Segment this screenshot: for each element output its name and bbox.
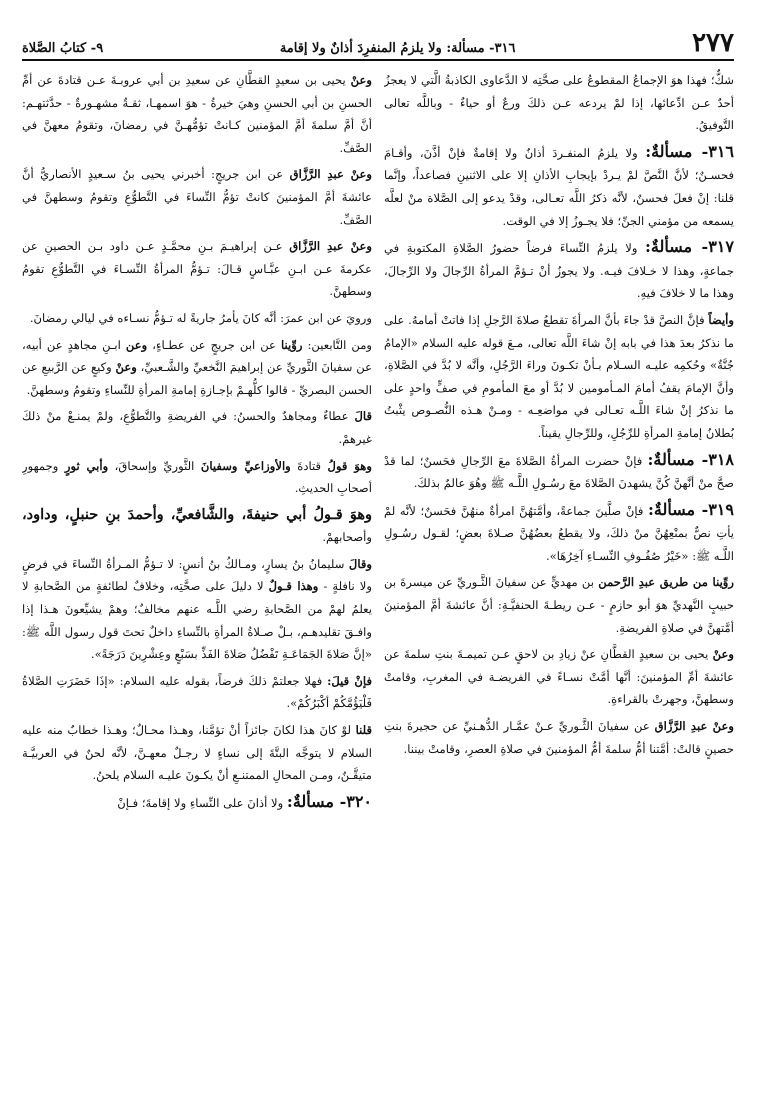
- text-columns: [22, 69, 734, 1099]
- paragraph: [384, 449, 734, 495]
- paragraph-text: عن ابن جريجٍ: أخبرني يحيى بنُ سـعيدٍ الأنصاريُّ أنَّ عائشةَ أمَّ المؤمنينَ كانتْ تؤمُّ النِّساءَ في التَّطوُّعِ وتقومُ وسطهنَّ في الصَّفِّ.: [22, 167, 372, 227]
- paragraph: [384, 571, 734, 639]
- bold-lead: وأبي ثورٍ: [64, 458, 109, 473]
- paragraph: [22, 334, 372, 402]
- bold-lead: والأوزاعيِّ وسفيانَ: [200, 458, 291, 473]
- paragraph-text: سليمانُ بنُ يسارٍ، ومـالكُ بنُ أنسٍ: لا تـؤمُّ المـرأةُ النِّساءَ في فرضٍ ولا نافلةٍ -: [22, 556, 372, 594]
- paragraph: [22, 163, 372, 231]
- bold-lead: وهوَ قولُ: [327, 458, 372, 473]
- paragraph-text: ولا يلزمُ المنفـردَ أذانٌ ولا إقامةٌ فإنْ أذَّنَ، وأقـامَ فحسـنٌ؛ لأنَّ النَّصَّ لمْ يـردْ بإيجابِ الأذانِ إلا على الاثنينِ فصاعداً، وإنَّما قلنا: إنْ فعلَ فحسنٌ، لأنَّه ذكرُ اللَّه تعـالى، وقدْ يدعو إلى الصَّلاة منْ لعلَّه يسمعه من مؤمني الجنِّ؛ فلا يجـوزُ إلا في الوقت.: [384, 145, 734, 228]
- right-column: [384, 69, 734, 1099]
- paragraph-text: لا دليلَ على صحَّتِه، وخلافٌ لطائفةٍ من الصَّحابةِ لا يعلمُ لهمْ من الصَّحابةِ رضي اللَّـه عنهم مخالفٌ؛ وهمْ يشيِّعونَ هـذا إذا وافـقَ تقليدهـم، بـلْ صـلاةُ المرأةِ بالنِّساءِ داخلٌ تحتَ قول رسول اللَّه ﷺ: «إنَّ صَلاةَ الجَمَاعَـةِ تَفْضُلُ صَلاةَ الفَذِّ بسَبْعٍ وعِشْرِينَ دَرَجَةً».: [22, 579, 372, 662]
- paragraph-text: ومن التَّابعين:: [302, 337, 372, 352]
- paragraph: [22, 307, 372, 330]
- bold-lead: وهذا قـولٌ: [268, 579, 319, 594]
- bold-lead: وعنْ: [712, 647, 734, 662]
- bold-lead: وعنْ عبدِ الرَّزَّاق: [289, 167, 372, 182]
- paragraph: [22, 455, 372, 500]
- paragraph: [22, 504, 372, 549]
- paragraph-text: عـن إبراهيـمَ بـنِ محمَّـدٍ عـن داود بـن الحصينِ عن عكرمةَ عـن ابـنِ عبَّـاسٍ قـالَ: تـؤمُّ المرأةُ النِّسـاءَ في التَّطوُّعِ تقومُ وسطهنَّ.: [22, 239, 372, 299]
- paragraph: [22, 405, 372, 450]
- paragraph-text: يحيى بن سعيدٍ القطَّانِ عنْ زيادِ بن لاحقٍ عـن تميمـةَ بنتِ سلمةَ عن عائشةَ أمِّ المؤمنينَ: أنَّها أمَّتْ نسـاءً في الفريضـة في المغربِ، وقامتْ وسطهنَّ، وجهرتْ بالقراءةِ.: [384, 647, 734, 707]
- bold-lead: وعن: [125, 337, 148, 352]
- paragraph: [22, 69, 372, 159]
- paragraph-text: ولا أذانَ على النِّساءِ ولا إقامةَ؛ فـإنْ: [117, 795, 287, 810]
- paragraph: [384, 69, 734, 137]
- emphasized-text: وهوَ قـولُ أبي حنيفةَ، والشَّافعيِّ، وأحمدَ بنِ حنبلٍ، وداود،: [22, 505, 372, 523]
- running-title: ٣١٦- مسألة: ولا يلزمُ المنفرِدَ أذانٌ ولا إقامة: [279, 41, 516, 56]
- paragraph: [384, 499, 734, 568]
- paragraph: [384, 643, 734, 711]
- page-number: ٢٧٧: [692, 28, 734, 58]
- paragraph: [384, 141, 734, 232]
- bold-lead: وأيضاً: [708, 312, 734, 327]
- paragraph: [22, 553, 372, 666]
- paragraph-text: وجمهورِ أصحابِ الحديثِ.: [22, 458, 372, 496]
- paragraph: [384, 236, 734, 305]
- paragraph-text: وكيعٍ عن الرَّبيعِ عن الحسن البصريِّ - قالوا كلُّهـمْ بإجـازةِ إمامةِ المرأةِ للنِّساءِ وتقومُ وسطهنَّ.: [22, 360, 372, 397]
- bold-lead: وعنْ عبدِ الرَّزَّاق: [289, 239, 372, 254]
- left-column: [22, 69, 372, 1099]
- paragraph: [22, 670, 372, 715]
- bold-lead: وعنْ عبدِ الرَّزَّاق: [654, 719, 734, 734]
- bold-lead: روِّينا من طريق عبدِ الرَّحمن: [598, 575, 734, 590]
- masala-heading: ٣١٦- مسألةٌ:: [645, 141, 734, 161]
- paragraph: [384, 715, 734, 760]
- paragraph: [22, 719, 372, 787]
- paragraph-text: عن سفيانَ الثَّـوريِّ عـنْ عمَّـار الدُّهـنيِّ عن حجيرةَ بنتِ حصينٍ قالتْ: أمَّتنا أمُّ سلمةَ أمُّ المؤمنينَ في صلاةِ العصرِ، وقامتْ بيننا.: [384, 719, 734, 756]
- bold-lead: قلنا: [355, 723, 372, 738]
- paragraph-text: قتادةَ: [290, 458, 328, 473]
- bold-lead: روِّينا: [281, 337, 303, 352]
- book-title: ٩- كتابُ الصَّلاة: [22, 41, 104, 56]
- paragraph-text: وأصحابهمْ.: [322, 530, 372, 545]
- paragraph-text: فإنْ صلَّينَ جماعةً، وأمَّتهُنَّ امرأةٌ منهُنَّ فحَسنٌ؛ لأنَّه لمْ يأتِ نصٌّ بمنْعِهُنَّ منْ ذلكَ، ولا يقطعُ بعضُهُنَّ صـلاةَ بعضٍ؛ لقـول رسُـولِ اللَّـه ﷺ: «خَيْرُ صُفُـوفِ النِّسـاءِ آخِرُهَا».: [384, 503, 734, 563]
- bold-lead: قالَ: [354, 409, 372, 424]
- paragraph-text: لوْ كانَ هذا لكانَ جائزاً أنْ تؤمَّنا، وهـذا محـالٌ؛ وهـذا خطابٌ منه عليه السلام لا يتوجَّه البتَّةَ إلى نساءٍ لا رجـلٌ معهـنَّ، لأنَّه لحنٌ في العربيَّـة متيقَّـنٌ، ومـن المحالِ الممتنـعِ أنْ يكـونَ عليـه السلام يلحنُ.: [22, 723, 372, 783]
- paragraph-text: شكٌّ؛ فهذا هوَ الإجماعُ المقطوعُ على صحَّتِه لا الدَّعاوى الكاذبةُ الَّتي لا يعجزُ أحدٌ عـن ادِّعائها، إذا لمْ يردعه عـن ذلكَ ورعٌ أو حياءٌ - وباللَّه تعالى التَّوفيقُ.: [384, 73, 734, 133]
- masala-heading: ٣٢٠- مسألةٌ:: [286, 791, 372, 811]
- bold-lead: فإنْ قيلَ:: [327, 673, 372, 688]
- bold-lead: وقالَ: [348, 556, 372, 571]
- paragraph: [22, 791, 372, 815]
- bold-lead: وعنْ: [350, 73, 372, 87]
- paragraph-text: عطاءٌ ومجاهدٌ والحسنُ: في الفريضةِ والتَّطوُّعِ، ولمْ يمنـعْ منْ ذلكَ غيرهمْ.: [22, 409, 372, 446]
- paragraph-text: ورويَ عن ابن عمرَ: أنَّه كانَ يأمرُ جاريةً له تـؤمُّ نسـاءه في ليالي رمضانَ.: [29, 310, 372, 325]
- paragraph-text: فإنْ حضرت المرأةُ الصَّلاةَ معَ الرِّجالِ فحَسنٌ؛ لما قدْ صحَّ منْ أنَّهنَّ كُنَّ يشهدنَ الصَّلاةَ معَ رسُـولِ اللَّـه ﷺ وهُوَ عالمٌ بذلكَ.: [384, 453, 734, 491]
- paragraph-text: فإنَّ النصَّ قدْ جاءَ بأنَّ المرأةَ تقطعُ صلاةَ الرَّجلِ إذا فاتتْ أمامهُ. على ما نذكرُ بعدَ هذا في بابه إنْ شاءَ اللَّه تعالى، مـعَ قوله عليه السلام «الإمامُ جُنَّةٌ» وحُكمِه عليـه السـلام بـأنْ تكـونَ وراءَ الرَّجُلِ، وأنَّه لا بُدَّ في الصَّلاةِ، وأنَّ الإمامَ يقفُ أمامَ المـأمومين لا بُدَّ أو معَ المأمومِ في صفٍّ واحدٍ على ما نذكرُ إنْ شاءَ اللَّـه تعـالى في مواضعِـه - ومـنْ هـذه النُّصـوص يثْبتُ بُطلانُ إمامةِ المرأةِ للرِّجُلِ، وللرِّجالِ يقيناً.: [384, 312, 734, 440]
- page-header: [22, 22, 734, 61]
- masala-heading: ٣١٨- مسألةٌ:: [647, 449, 734, 469]
- masala-heading: ٣١٩- مسألةٌ:: [648, 499, 734, 519]
- masala-heading: ٣١٧- مسألةٌ:: [645, 237, 734, 257]
- paragraph: [384, 309, 734, 445]
- paragraph-text: عن ابن جريجٍ عن عطـاءٍ،: [147, 337, 281, 352]
- paragraph-text: فهلا جعلتمْ ذلكَ فرضاً، بقوله عليه السلام: «إذَا حَضَرَتِ الصَّلاةُ فَلْيَؤُمَّكُمْ أكْبَرُكُمْ».: [22, 673, 372, 711]
- bold-lead: وعنْ: [115, 360, 137, 375]
- paragraph-text: ولا يلزمُ النِّساءَ فرضاً حضورُ الصَّلاةِ المكتوبةِ في جماعةٍ، وهذا لا خـلافَ فيـه. ولا يجوزُ أنْ تـؤمَّ المرأةُ الرِّجالَ ولا الرِّجالَ، وهذا ما لا خلافَ فيهِ.: [384, 241, 734, 301]
- paragraph: [22, 235, 372, 303]
- paragraph-text: الثَّوريِّ وإسحاقَ،: [108, 458, 201, 473]
- paragraph-text: ابـنِ مجاهدٍ عن أبيه، عن سفيانَ الثَّوريِّ عن إبراهيمَ النَّخعيِّ والشَّـعبيِّ،: [22, 337, 372, 375]
- paragraph-text: بن مهديٍّ عن سفيانَ الثَّـوريِّ عن ميسرةَ بن حبيبٍ النَّهديِّ هوَ أبو حازمٍ - عـن ريطـةَ الحنفيَّـةِ: أنَّ عائشةَ أمَّ المؤمنينَ أمَّتهنَّ في صلاةِ الفريضةِ.: [384, 575, 734, 635]
- paragraph-text: يحيى بن سعيدٍ القطَّانِ عن سعيدِ بن أبي عروبـةَ عـن قتادةَ عن أمِّ الحسنِ بن أبي الحسنِ وهيَ خيرةُ - هوَ اسمهـا، ثقـةٌ مشهـورةٌ - حدَّثتهـم: أنَّ أمَّ سلمةَ أمَّ المؤمنين كـانتْ تؤمُّهـنَّ في رمضانَ، وتقومُ معهنَّ في الصَّفِّ.: [22, 73, 372, 155]
